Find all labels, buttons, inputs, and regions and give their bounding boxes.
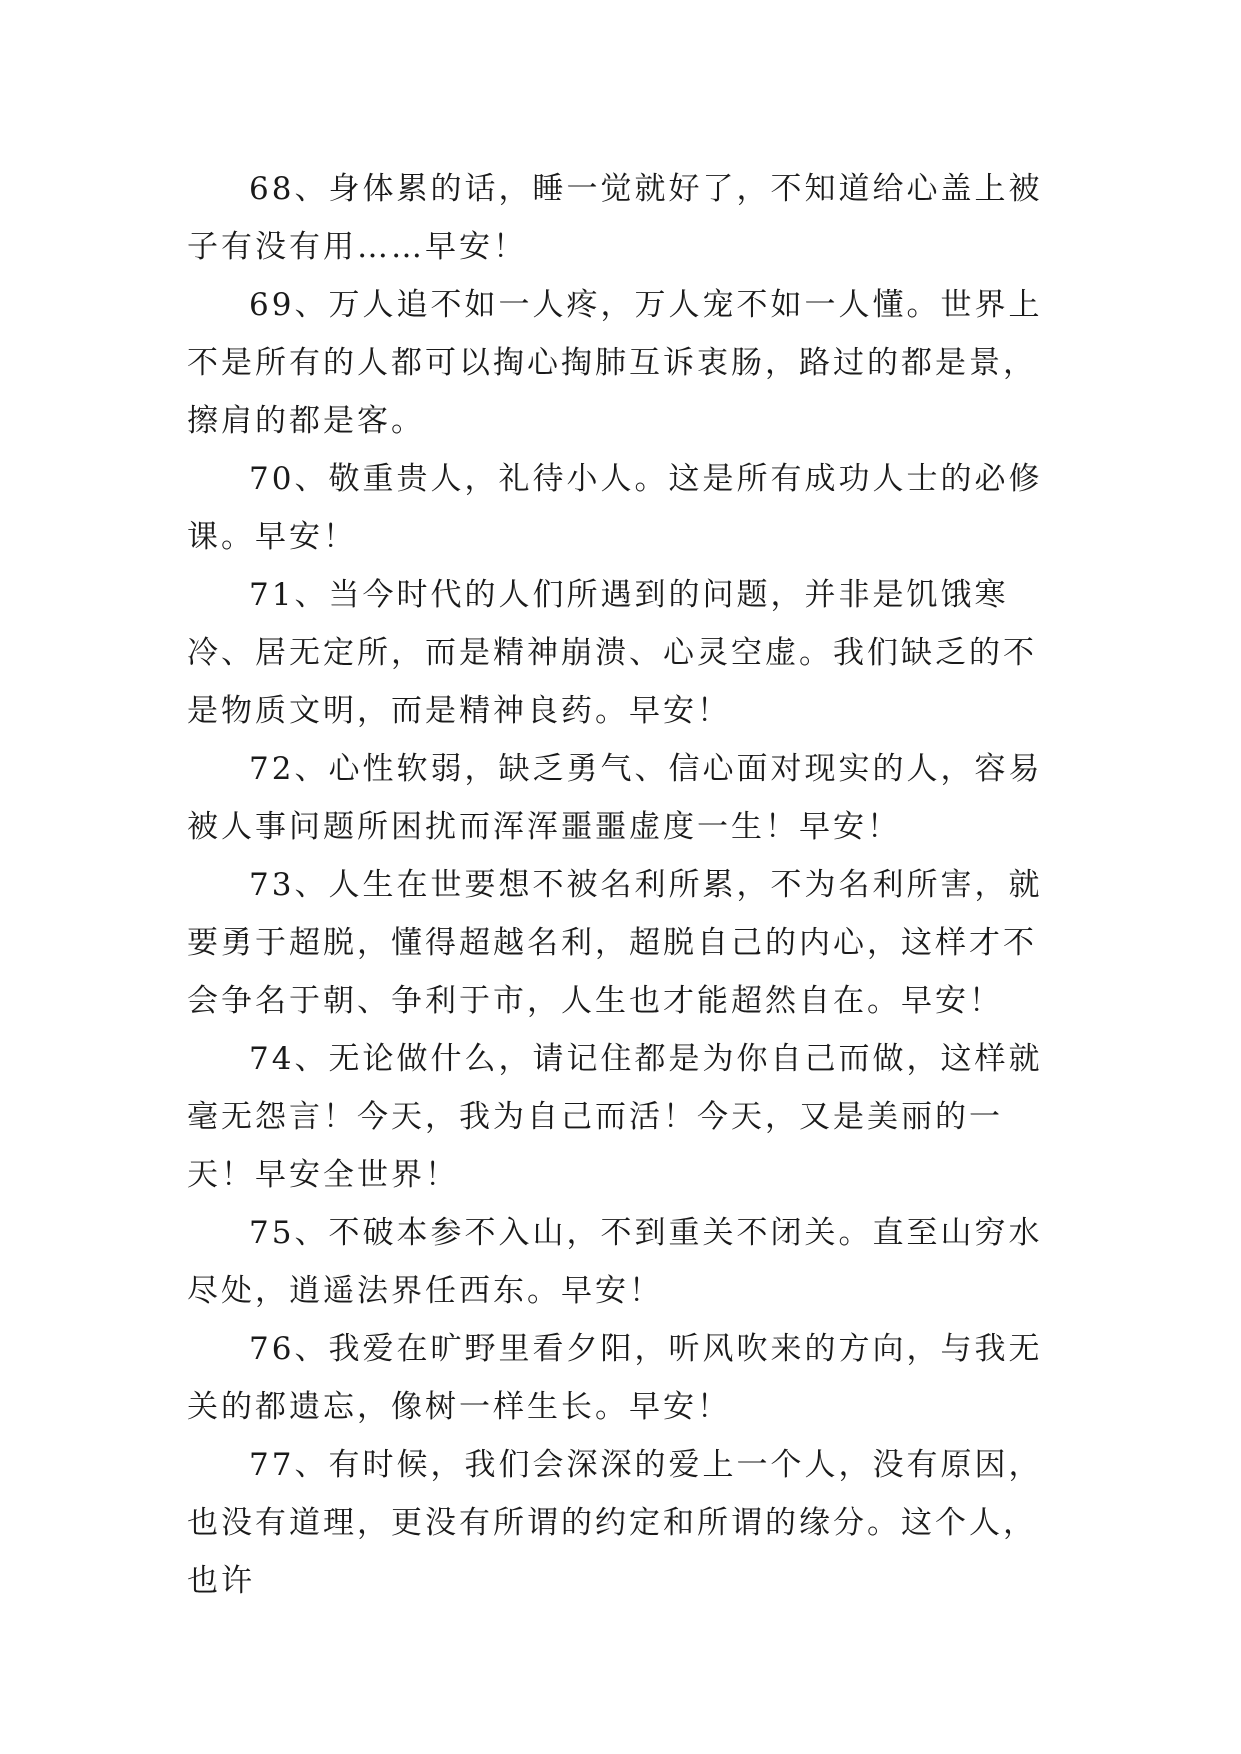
paragraph-68: 68、身体累的话，睡一觉就好了，不知道给心盖上被子有没有用……早安！	[187, 171, 1043, 265]
paragraph-73: 73、人生在世要想不被名利所累，不为名利所害，就要勇于超脱，懂得超越名利，超脱自己的内心，这样才不会争名于朝、争利于市，人生也才能超然自在。早安！	[187, 867, 1043, 1019]
paragraph-77: 77、有时候，我们会深深的爱上一个人，没有原因，也没有道理，更没有所谓的约定和所谓的缘分。这个人，也许	[187, 1447, 1043, 1599]
paragraph-71: 71、当今时代的人们所遇到的问题，并非是饥饿寒冷、居无定所，而是精神崩溃、心灵空虚。我们缺乏的不是物质文明，而是精神良药。早安！	[187, 577, 1037, 729]
paragraph-69: 69、万人追不如一人疼，万人宠不如一人懂。世界上不是所有的人都可以掏心掏肺互诉衷肠，路过的都是景，擦肩的都是客。	[187, 287, 1043, 439]
paragraph-76: 76、我爱在旷野里看夕阳，听风吹来的方向，与我无关的都遗忘，像树一样生长。早安！	[187, 1331, 1043, 1425]
paragraph-72: 72、心性软弱，缺乏勇气、信心面对现实的人，容易被人事问题所困扰而浑浑噩噩虚度一生！早安！	[187, 751, 1043, 845]
paragraph-70: 70、敬重贵人，礼待小人。这是所有成功人士的必修课。早安！	[187, 461, 1043, 555]
paragraph-75: 75、不破本参不入山，不到重关不闭关。直至山穷水尽处，逍遥法界任西东。早安！	[187, 1215, 1043, 1309]
document-body	[187, 160, 1067, 1610]
paragraph-74: 74、无论做什么，请记住都是为你自己而做，这样就毫无怨言！今天，我为自己而活！今天，又是美丽的一天！早安全世界！	[187, 1041, 1043, 1193]
